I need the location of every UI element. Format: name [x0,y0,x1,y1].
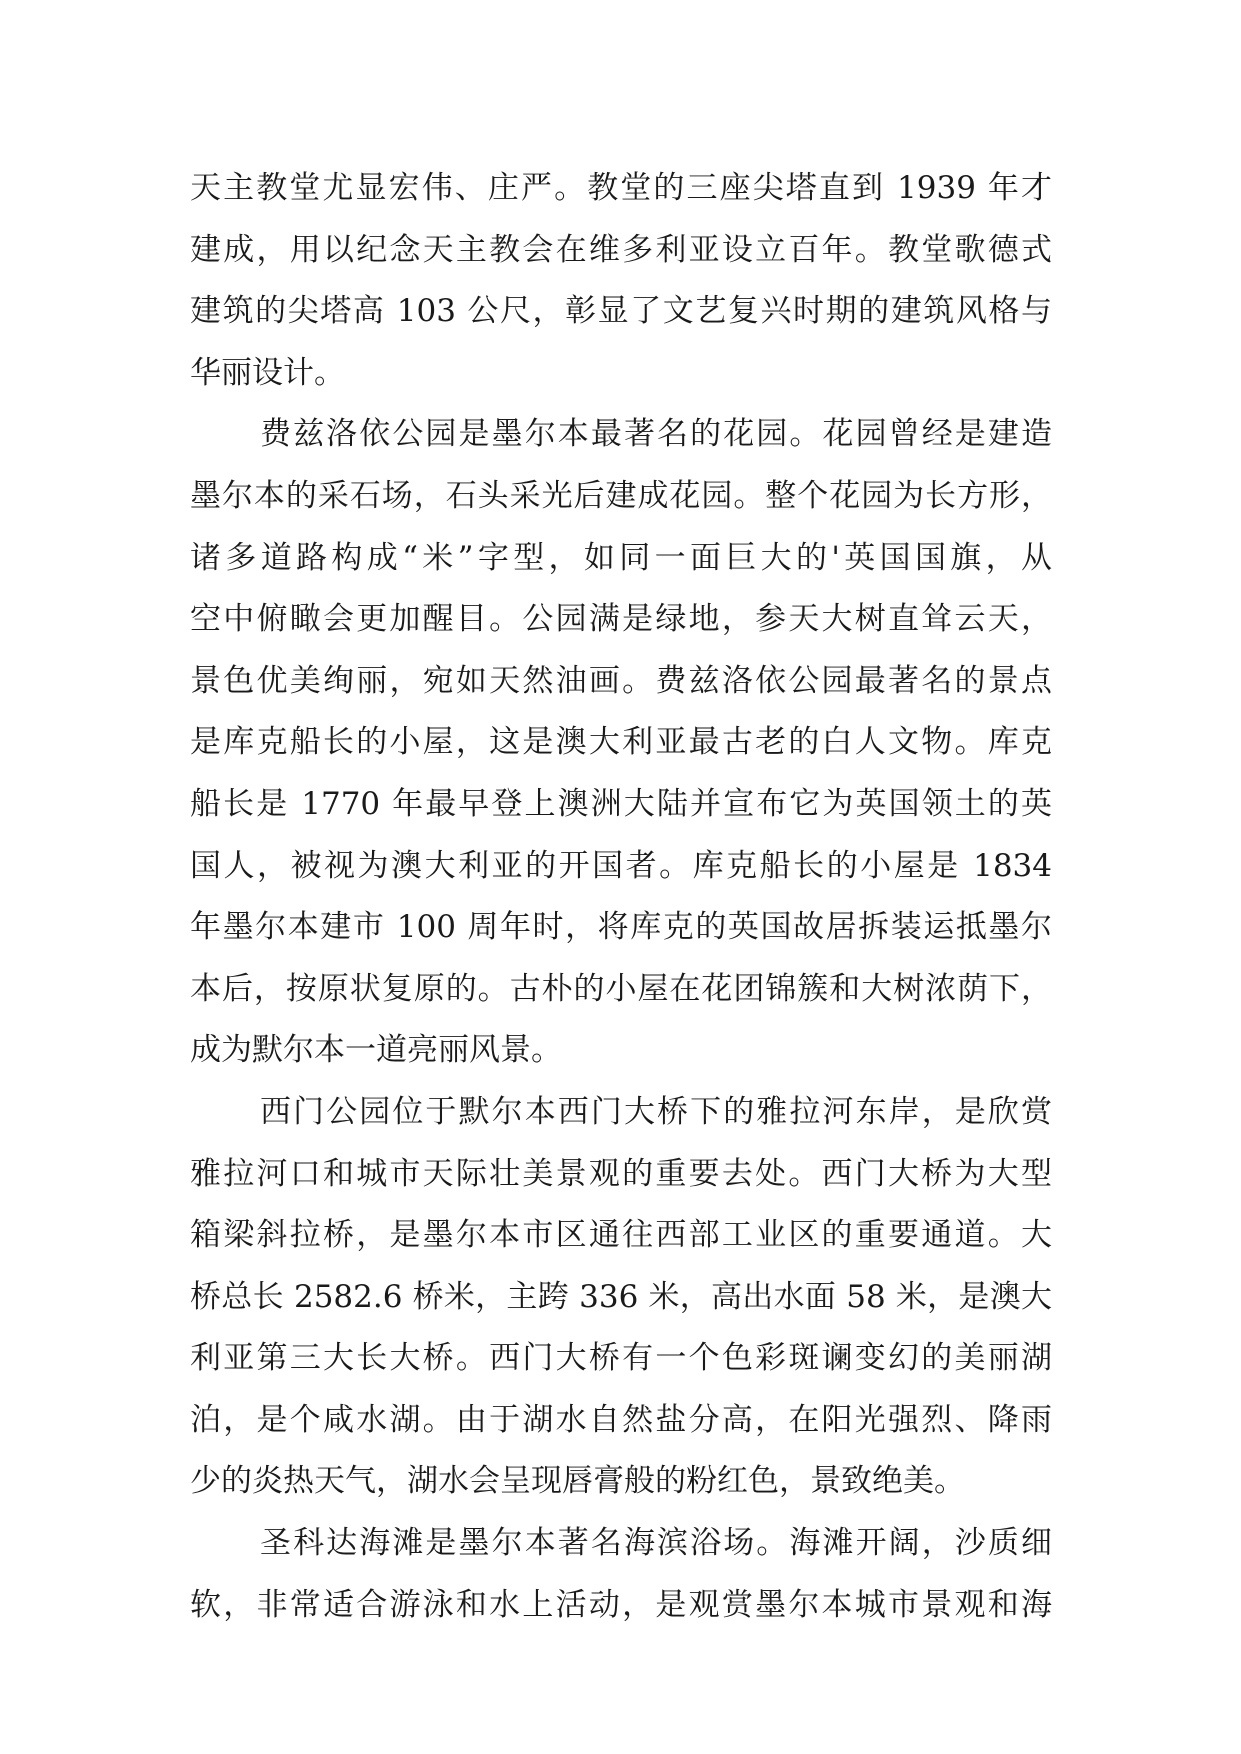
text-line: 圣科达海滩是墨尔本著名海滨浴场。海滩开阔，沙质细 [260,1525,1052,1562]
text-line: 国人，被视为澳大利亚的开国者。库克船长的小屋是 1834 [190,847,1052,884]
text-line: 雅拉河口和城市天际壮美景观的重要去处。西门大桥为大型 [190,1155,1052,1192]
text-line: 桥总长 2582.6 桥米，主跨 336 米，高出水面 58 米，是澳大 [190,1278,1052,1315]
text-line: 船长是 1770 年最早登上澳洲大陆并宣布它为英国领土的英 [190,785,1052,822]
text-line: 建筑的尖塔高 103 公尺，彰显了文艺复兴时期的建筑风格与 [190,293,1052,330]
text-line: 建成，用以纪念天主教会在维多利亚设立百年。教堂歌德式 [190,231,1052,268]
paragraph-st-kilda-beach [190,1513,1052,1636]
text-line: 利亚第三大长大桥。西门大桥有一个色彩斑谰变幻的美丽湖 [190,1340,1052,1377]
text-line: 本后，按原状复原的。古朴的小屋在花团锦簇和大树浓荫下， [190,970,1052,1007]
text-line: 是库克船长的小屋，这是澳大利亚最古老的白人文物。库克 [190,724,1052,761]
paragraph-west-gate-park [190,1082,1052,1513]
document-body [190,158,1052,1636]
text-line: 诸多道路构成“米”字型，如同一面巨大的'英国国旗，从 [190,539,1052,576]
text-line: 年墨尔本建市 100 周年时，将库克的英国故居拆装运抵墨尔 [190,909,1052,946]
text-line: 费兹洛依公园是墨尔本最著名的花园。花园曾经是建造 [260,416,1052,453]
text-line: 景色优美绚丽，宛如天然油画。费兹洛依公园最著名的景点 [190,662,1052,699]
text-line: 华丽设计。 [190,354,345,391]
text-line: 软，非常适合游泳和水上活动，是观赏墨尔本城市景观和海 [190,1586,1052,1623]
paragraph-cathedral [190,158,1052,404]
text-line: 泊，是个咸水湖。由于湖水自然盐分高，在阳光强烈、降雨 [190,1401,1052,1438]
text-line: 箱梁斜拉桥，是墨尔本市区通往西部工业区的重要通道。大 [190,1217,1052,1254]
paragraph-fitzroy-gardens [190,404,1052,1082]
text-line: 空中俯瞰会更加醒目。公园满是绿地，参天大树直耸云天， [190,601,1052,638]
text-line: 成为默尔本一道亮丽风景。 [190,1032,562,1069]
text-line: 西门公园位于默尔本西门大桥下的雅拉河东岸，是欣赏 [260,1093,1052,1130]
text-line: 墨尔本的采石场，石头采光后建成花园。整个花园为长方形， [190,477,1052,514]
text-line: 天主教堂尤显宏伟、庄严。教堂的三座尖塔直到 1939 年才 [190,170,1052,206]
text-line: 少的炎热天气，湖水会呈现唇膏般的粉红色，景致绝美。 [190,1463,965,1500]
